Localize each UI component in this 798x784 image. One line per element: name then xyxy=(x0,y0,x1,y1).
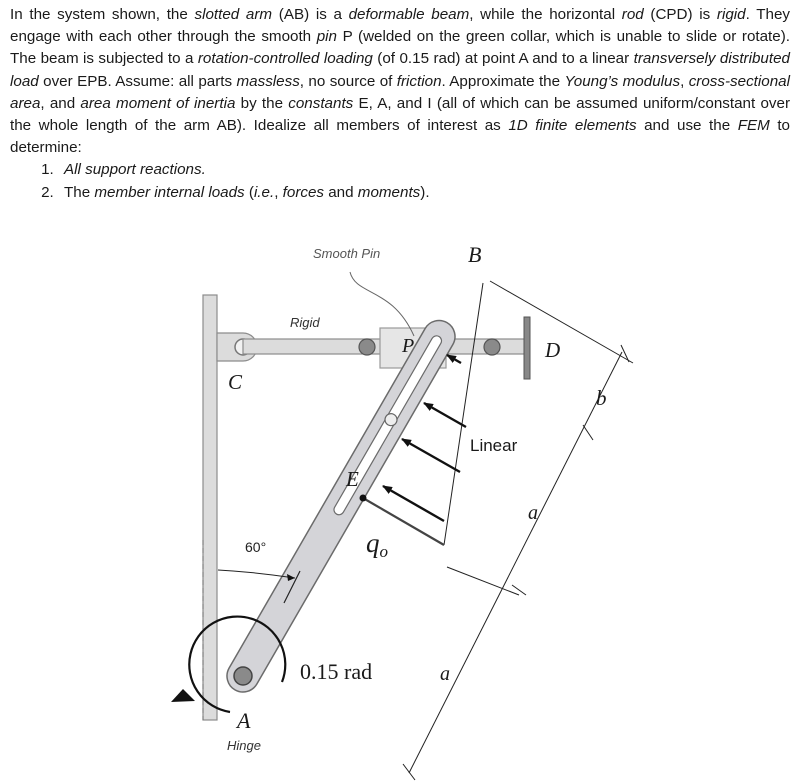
dim-tick-bottom xyxy=(403,764,415,780)
label-a-lower: a xyxy=(440,663,450,685)
task-item-2: 2. The member internal loads (i.e., forces and moments). xyxy=(58,182,790,204)
dim-mid-extension xyxy=(447,567,519,595)
label-hinge: Hinge xyxy=(227,738,261,753)
load-arrow-3 xyxy=(402,439,460,472)
label-P: P xyxy=(402,335,415,357)
label-rotation: 0.15 rad xyxy=(300,659,373,684)
support-plate-D xyxy=(524,317,530,379)
rotation-arrow-head xyxy=(171,689,195,702)
label-rigid: Rigid xyxy=(290,315,320,330)
label-C: C xyxy=(228,370,243,394)
label-D: D xyxy=(545,338,561,362)
label-E: E xyxy=(346,467,359,491)
load-arrow-2 xyxy=(424,403,466,427)
label-smooth-pin: Smooth Pin xyxy=(313,246,381,261)
problem-paragraph: In the system shown, the slotted arm (AB) is a deformable beam, while the horizontal rod (CPD) is rigid. They engage with each other through the smooth pin P (welded on the green collar, which is unable to slide or rotate). The beam is subjected to a rotation-controlled loading (of 0.15 rad) at point A and to a linear transversely distributed load over EPB. Assume: all parts massless, no source of friction. Approximate the Young’s modulus, cross-sectional area, and area moment of inertia by the constants E, A, and I (all of which can be assumed uniform/constant over the whole length of the arm AB). Idealize all members of interest as 1D finite elements and use the FEM to determine: xyxy=(10,6,791,157)
load-arrow-1 xyxy=(447,355,461,363)
label-linear: Linear xyxy=(470,436,518,455)
vertical-wall xyxy=(203,295,217,720)
label-q0: qo xyxy=(366,528,388,561)
point-E xyxy=(360,495,367,502)
label-A: A xyxy=(237,708,251,733)
label-b: b xyxy=(596,386,607,410)
label-B: B xyxy=(468,242,482,267)
rod-pin-left xyxy=(359,339,375,355)
rod-pin-right xyxy=(484,339,500,355)
smooth-pin-leader xyxy=(350,272,414,336)
dim-main-line xyxy=(409,352,622,773)
task-item-1: 1. All support reactions. xyxy=(58,159,790,181)
load-triangle-hyp xyxy=(444,283,483,545)
label-angle: 60° xyxy=(245,539,267,555)
label-a-upper: a xyxy=(528,502,538,524)
slotted-arm-AB xyxy=(221,315,461,698)
hinge-pin-A xyxy=(234,667,252,685)
dim-tick-top xyxy=(621,345,629,362)
dim-tick-b xyxy=(583,425,593,440)
